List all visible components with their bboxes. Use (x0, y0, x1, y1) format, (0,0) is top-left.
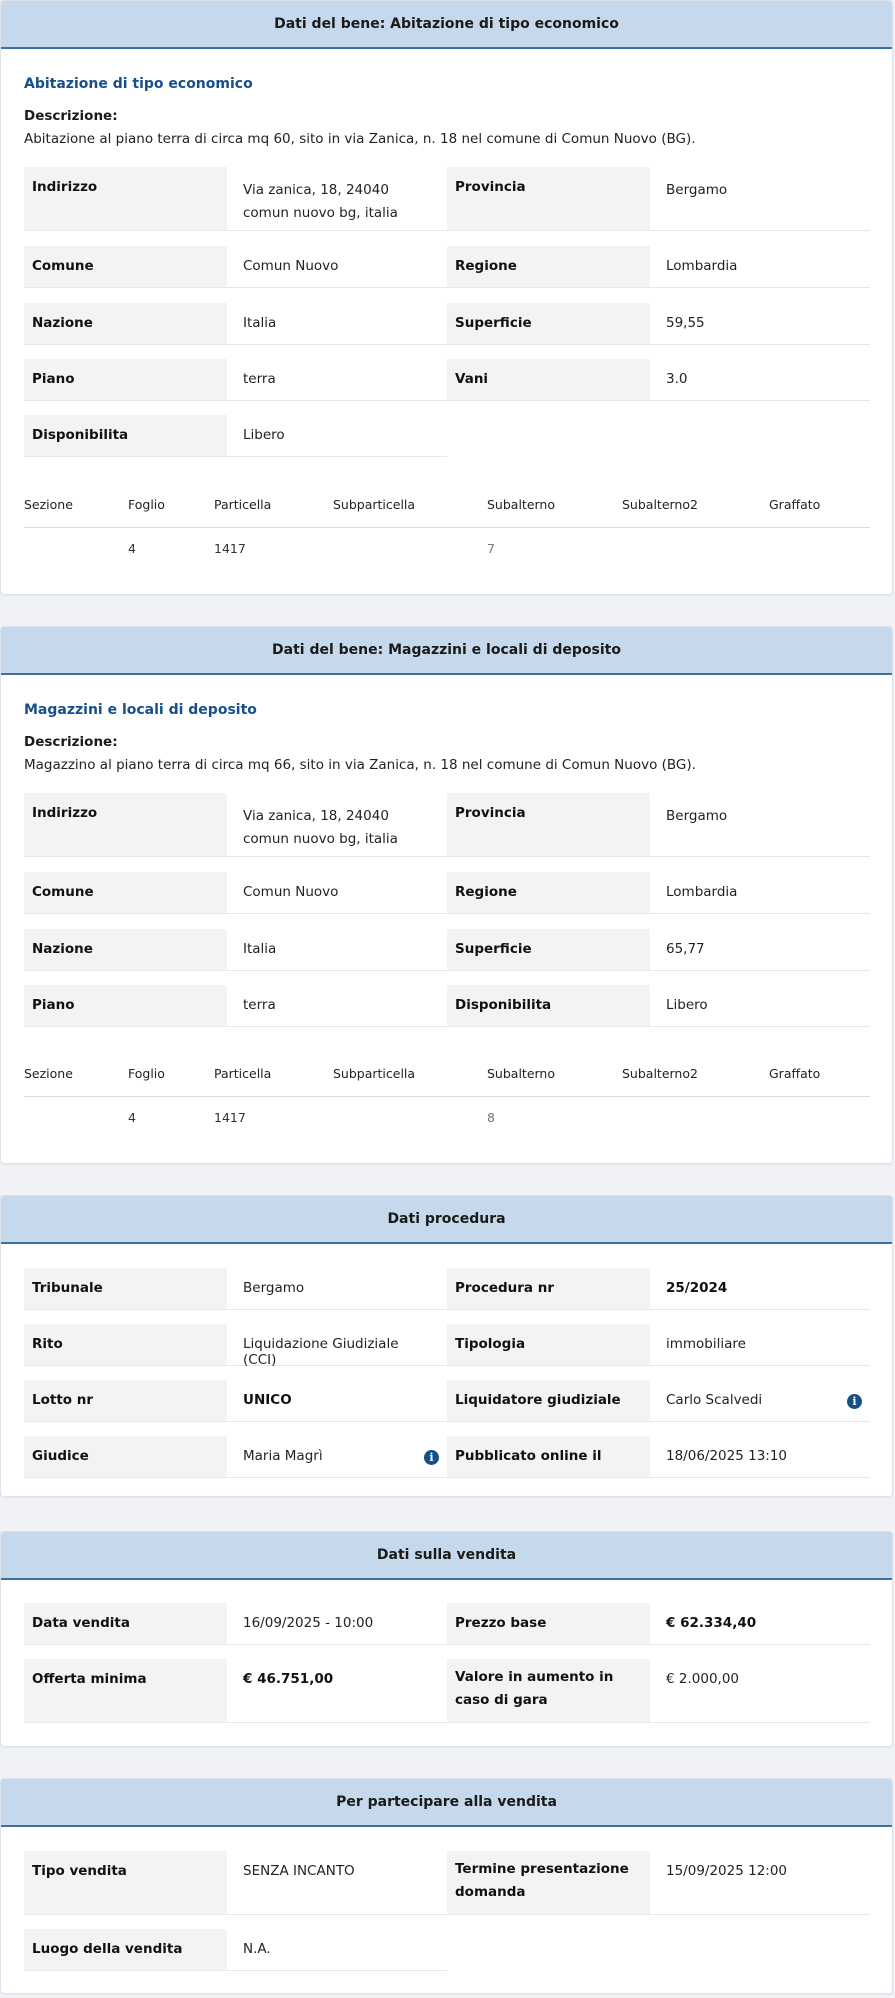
field-nazione: Nazione Italia (24, 303, 447, 345)
catasto-value: 4 (128, 1110, 136, 1125)
info-icon[interactable]: i (424, 1450, 439, 1465)
card-header: Per partecipare alla vendita (1, 1779, 892, 1827)
catasto-header: Subalterno2 (622, 1066, 698, 1081)
field-comune: Comune Comun Nuovo (24, 872, 447, 914)
field-provincia: Provincia Bergamo (447, 167, 870, 231)
partecipare-card (0, 1778, 893, 1994)
bene-card-magazzini (0, 626, 893, 1164)
catasto-header: Foglio (128, 497, 165, 512)
description-label: Descrizione: (24, 108, 118, 124)
field-prezzo-base: Prezzo base € 62.334,40 (447, 1603, 870, 1645)
catasto-header: Sezione (24, 1066, 73, 1081)
procedura-card (0, 1195, 893, 1497)
catasto-value: 4 (128, 541, 136, 556)
field-nazione: Nazione Italia (24, 929, 447, 971)
field-tipo-vendita: Tipo vendita SENZA INCANTO (24, 1851, 447, 1915)
card-header: Dati del bene: Abitazione di tipo economico (1, 1, 892, 49)
catasto-header: Particella (214, 497, 272, 512)
field-termine-domanda: Termine presentazione domanda 15/09/2025 12:00 (447, 1851, 870, 1915)
liquidatore-value: Carlo Scalvedi (666, 1392, 763, 1408)
catasto-value: 8 (487, 1110, 495, 1125)
bene-title: Abitazione di tipo economico (24, 76, 253, 92)
field-piano: Piano terra (24, 359, 447, 401)
field-luogo-vendita: Luogo della vendita N.A. (24, 1929, 447, 1971)
field-regione: Regione Lombardia (447, 872, 870, 914)
field-lotto-nr: Lotto nr UNICO (24, 1380, 447, 1422)
field-comune: Comune Comun Nuovo (24, 246, 447, 288)
catasto-header: Foglio (128, 1066, 165, 1081)
field-disponibilita: Disponibilita Libero (24, 415, 447, 457)
bene-card-abitazione (0, 0, 893, 595)
catasto-header: Subalterno (487, 497, 556, 512)
catasto-header: Particella (214, 1066, 272, 1081)
bene-title: Magazzini e locali di deposito (24, 702, 257, 718)
field-piano: Piano terra (24, 985, 447, 1027)
catasto-header: Graffato (769, 1066, 821, 1081)
field-tribunale: Tribunale Bergamo (24, 1268, 447, 1310)
catasto-header: Subalterno (487, 1066, 556, 1081)
divider (24, 1096, 870, 1097)
field-valore-aumento: Valore in aumento in caso di gara € 2.000,00 (447, 1659, 870, 1723)
field-giudice: Giudice Maria Magrì i (24, 1436, 447, 1478)
card-header: Dati sulla vendita (1, 1532, 892, 1580)
field-provincia: Provincia Bergamo (447, 793, 870, 857)
catasto-header: Subparticella (333, 1066, 416, 1081)
catasto-value: 1417 (214, 541, 246, 556)
description-text: Magazzino al piano terra di circa mq 66, sito in via Zanica, n. 18 nel comune di Comun Nuovo (BG). (24, 757, 696, 773)
vendita-card (0, 1531, 893, 1747)
description-label: Descrizione: (24, 734, 118, 750)
catasto-value: 7 (487, 541, 495, 556)
field-disponibilita: Disponibilita Libero (447, 985, 870, 1027)
field-data-vendita: Data vendita 16/09/2025 - 10:00 (24, 1603, 447, 1645)
field-offerta-minima: Offerta minima € 46.751,00 (24, 1659, 447, 1723)
field-indirizzo: Indirizzo Via zanica, 18, 24040 comun nuovo bg, italia (24, 167, 447, 231)
description-text: Abitazione al piano terra di circa mq 60, sito in via Zanica, n. 18 nel comune di Comun Nuovo (BG). (24, 131, 696, 147)
giudice-value: Maria Magrì (243, 1448, 323, 1464)
catasto-value: 1417 (214, 1110, 246, 1125)
field-indirizzo: Indirizzo Via zanica, 18, 24040 comun nuovo bg, italia (24, 793, 447, 857)
card-header: Dati procedura (1, 1196, 892, 1244)
field-procedura-nr: Procedura nr 25/2024 (447, 1268, 870, 1310)
info-icon[interactable]: i (847, 1394, 862, 1409)
field-rito: Rito Liquidazione Giudiziale (CCI) (24, 1324, 447, 1366)
catasto-header: Subalterno2 (622, 497, 698, 512)
field-regione: Regione Lombardia (447, 246, 870, 288)
field-tipologia: Tipologia immobiliare (447, 1324, 870, 1366)
field-vani: Vani 3.0 (447, 359, 870, 401)
divider (24, 527, 870, 528)
field-superficie: Superficie 59,55 (447, 303, 870, 345)
field-liquidatore: Liquidatore giudiziale Carlo Scalvedi i (447, 1380, 870, 1422)
catasto-header: Subparticella (333, 497, 416, 512)
catasto-header: Sezione (24, 497, 73, 512)
catasto-header: Graffato (769, 497, 821, 512)
card-header: Dati del bene: Magazzini e locali di deposito (1, 627, 892, 675)
field-superficie: Superficie 65,77 (447, 929, 870, 971)
field-pubblicato: Pubblicato online il 18/06/2025 13:10 (447, 1436, 870, 1478)
